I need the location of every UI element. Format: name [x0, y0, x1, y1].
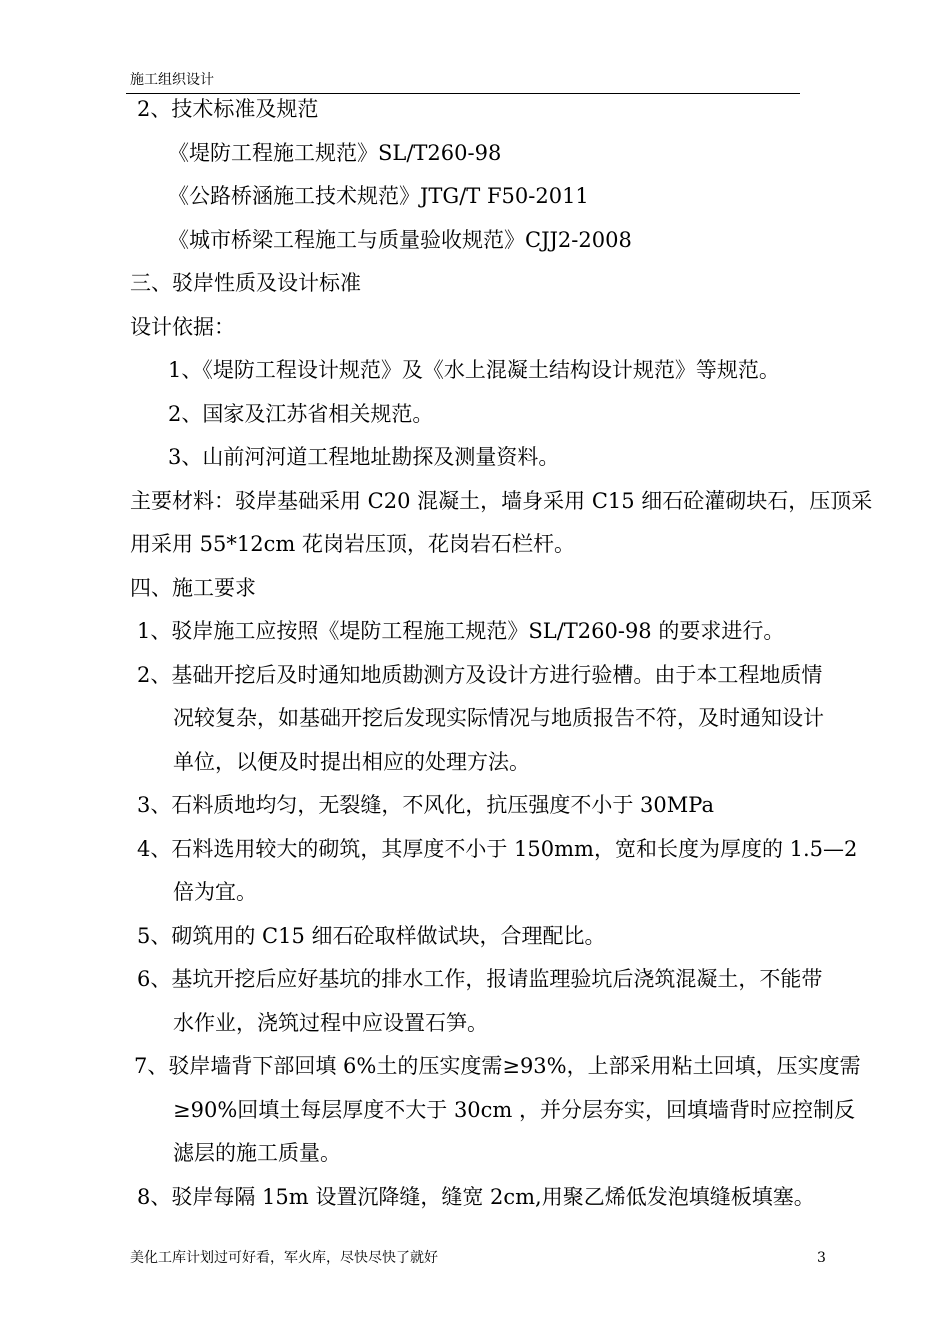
design-basis-item-2: 2、国家及江苏省相关规范。	[168, 402, 434, 426]
header-divider	[126, 93, 800, 94]
design-basis-item-1: 1、《堤防工程设计规范》及《水上混凝土结构设计规范》等规范。	[168, 358, 780, 382]
page-number: 3	[817, 1250, 826, 1266]
design-basis-item-3: 3、山前河河道工程地址勘探及测量资料。	[168, 445, 560, 469]
main-materials-line-1: 主要材料：驳岸基础采用 C20 混凝土，墙身采用 C15 细石砼灌砌块石，压顶采	[130, 489, 873, 513]
requirement-4-line-2: 倍为宜。	[173, 880, 257, 904]
requirement-6-line-1: 6、基坑开挖后应好基坑的排水工作，报请监理验坑后浇筑混凝土，不能带	[137, 967, 823, 991]
page-header-title: 施工组织设计	[130, 72, 214, 88]
requirement-7-line-1: 7、驳岸墙背下部回填 6%土的压实度需≥93%，上部采用粘土回填，压实度需	[134, 1054, 861, 1078]
requirement-2-line-2: 况较复杂，如基础开挖后发现实际情况与地质报告不符，及时通知设计	[173, 706, 824, 730]
section-2-heading: 2、技术标准及规范	[137, 97, 319, 121]
standard-item-3: 《城市桥梁工程施工与质量验收规范》CJJ2-2008	[168, 228, 632, 252]
requirement-1: 1、驳岸施工应按照《堤防工程施工规范》SL/T260-98 的要求进行。	[137, 619, 785, 643]
page-footer-text: 美化工库计划过可好看，军火库，尽快尽快了就好	[130, 1250, 438, 1266]
requirement-6-line-2: 水作业，浇筑过程中应设置石笋。	[173, 1011, 488, 1035]
requirement-7-line-3: 滤层的施工质量。	[173, 1141, 341, 1165]
requirement-8: 8、驳岸每隔 15m 设置沉降缝，缝宽 2cm,用聚乙烯低发泡填缝板填塞。	[137, 1185, 815, 1209]
requirement-2-line-3: 单位，以便及时提出相应的处理方法。	[173, 750, 530, 774]
requirement-7-line-2: ≥90%回填土每层厚度不大于 30cm ，并分层夯实，回填墙背时应控制反	[173, 1098, 856, 1122]
standard-item-2: 《公路桥涵施工技术规范》JTG/T F50-2011	[168, 184, 589, 208]
main-materials-line-2: 用采用 55*12cm 花岗岩压顶，花岗岩石栏杆。	[130, 532, 575, 556]
section-4-heading: 四、施工要求	[130, 576, 256, 600]
requirement-3: 3、石料质地均匀，无裂缝，不风化，抗压强度不小于 30MPa	[137, 793, 714, 817]
section-3-heading: 三、驳岸性质及设计标准	[130, 271, 361, 295]
requirement-2-line-1: 2、基础开挖后及时通知地质勘测方及设计方进行验槽。由于本工程地质情	[137, 663, 823, 687]
design-basis-label: 设计依据：	[130, 315, 235, 339]
standard-item-1: 《堤防工程施工规范》SL/T260-98	[168, 141, 502, 165]
requirement-5: 5、砌筑用的 C15 细石砼取样做试块，合理配比。	[137, 924, 606, 948]
requirement-4-line-1: 4、石料选用较大的砌筑，其厚度不小于 150mm，宽和长度为厚度的 1.5—2	[137, 837, 858, 861]
